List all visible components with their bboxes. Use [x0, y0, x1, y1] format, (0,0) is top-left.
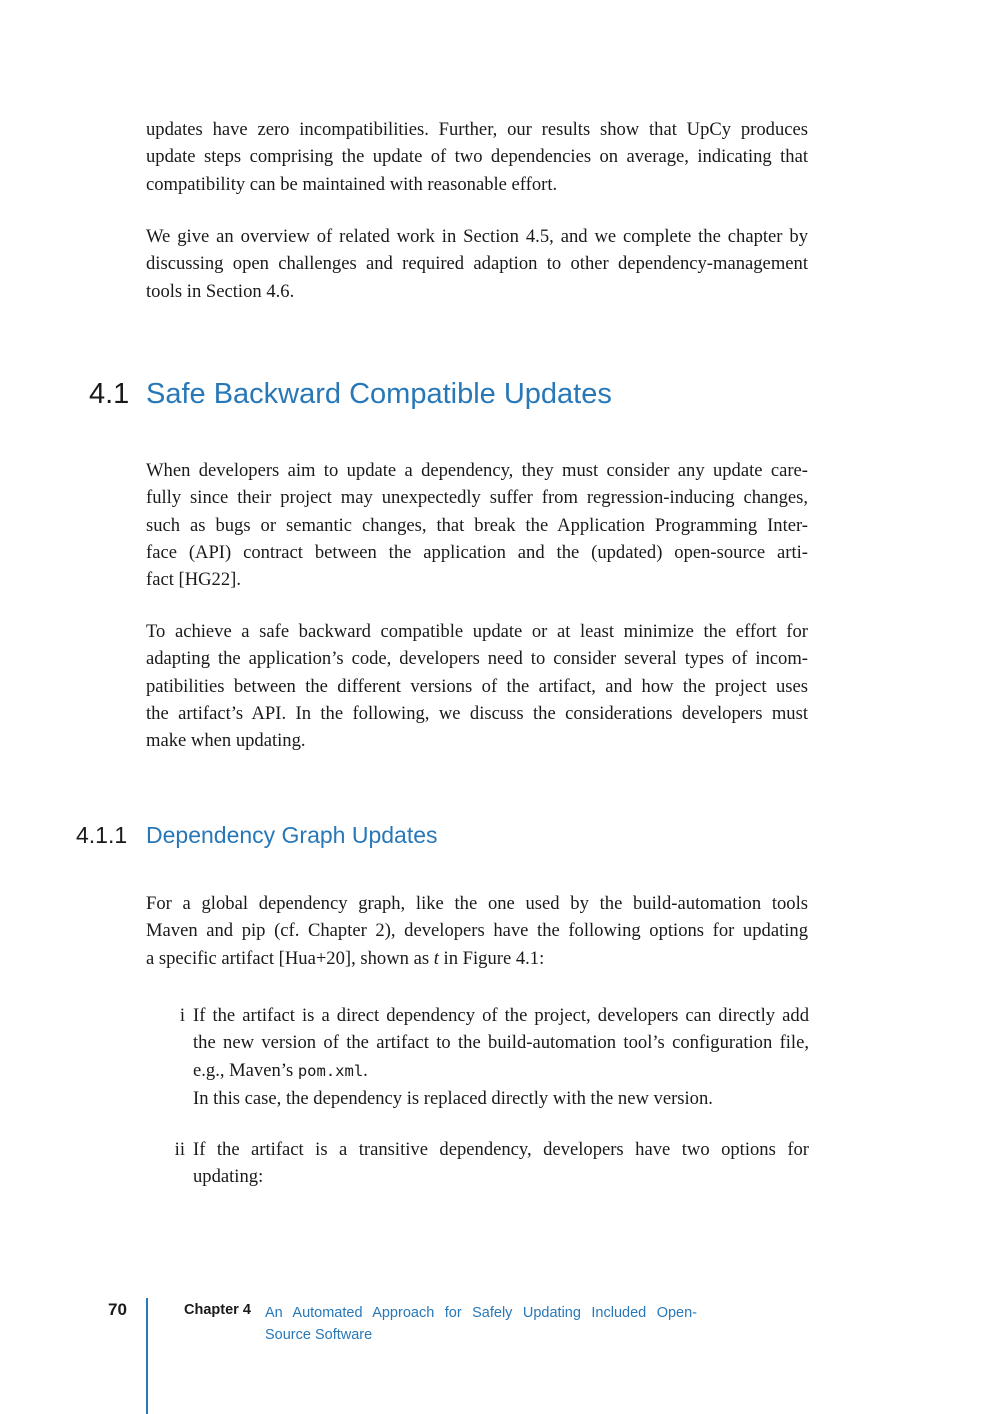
subsection-paragraph-1	[146, 890, 808, 972]
text-fragment: e.g., Maven’s	[193, 1059, 298, 1081]
list-item	[193, 1136, 809, 1191]
text-fragment: in Figure 4.1:	[438, 947, 545, 969]
text-line: face (API) contract between the application and the (updated) open-source arti-	[146, 541, 808, 563]
section-number: 4.1	[89, 378, 130, 410]
text-line: fact [HG22].	[146, 569, 241, 591]
list-item-marker: ii	[174, 1139, 185, 1160]
footer-divider	[146, 1298, 148, 1414]
section-paragraph-1	[146, 457, 808, 593]
text-line: To achieve a safe backward compatible update or at least minimize the effort for	[146, 621, 808, 642]
text-line	[193, 1057, 809, 1085]
text-line: Source Software	[265, 1327, 373, 1343]
text-line: tools in Section 4.6.	[146, 280, 295, 302]
list-item	[193, 1002, 809, 1112]
text-line: discussing open challenges and required adaption to other dependency-management	[146, 253, 808, 275]
text-fragment: a specific artifact [Hua+20], shown as	[146, 947, 434, 969]
section-title: Safe Backward Compatible Updates	[146, 378, 612, 410]
footer-chapter-label: Chapter 4	[184, 1302, 251, 1318]
text-line: patibilities between the different versions of the artifact, and how the project uses	[146, 675, 808, 697]
code-filename: pom.xml	[297, 1061, 364, 1080]
text-line: updating:	[193, 1166, 264, 1188]
text-line: If the artifact is a direct dependency of the project, developers can directly add	[193, 1005, 809, 1026]
text-line: make when updating.	[146, 730, 306, 752]
list-item-marker: i	[179, 1005, 185, 1026]
text-line: fully since their project may unexpectedly suffer from regression-inducing changes,	[146, 487, 808, 509]
text-line: the artifact’s API. In the following, we discuss the considerations developers must	[146, 702, 808, 724]
text-line: For a global dependency graph, like the one used by the build-automation tools	[146, 893, 808, 914]
text-line: compatibility can be maintained with reasonable effort.	[146, 173, 558, 195]
text-line: An Automated Approach for Safely Updating Included Open-	[265, 1305, 697, 1321]
footer-chapter-title	[265, 1302, 697, 1346]
text-line: We give an overview of related work in Section 4.5, and we complete the chapter by	[146, 226, 808, 247]
subsection-title: Dependency Graph Updates	[146, 822, 438, 848]
text-line: update steps comprising the update of two dependencies on average, indicating that	[146, 146, 808, 168]
text-fragment: .	[363, 1059, 368, 1081]
text-line	[146, 945, 808, 972]
text-line: adapting the application’s code, developers need to consider several types of incom-	[146, 648, 808, 670]
text-line: such as bugs or semantic changes, that break the Application Programming Inter-	[146, 514, 808, 536]
intro-paragraph-1	[146, 116, 808, 198]
text-line: In this case, the dependency is replaced directly with the new version.	[193, 1087, 713, 1109]
section-paragraph-2	[146, 618, 808, 754]
intro-paragraph-2	[146, 223, 808, 305]
math-variable: t	[433, 947, 439, 969]
subsection-number: 4.1.1	[76, 822, 128, 848]
text-line: Maven and pip (cf. Chapter 2), developers have the following options for updating	[146, 920, 808, 942]
text-line: updates have zero incompatibilities. Further, our results show that UpCy produces	[146, 119, 808, 140]
text-line: When developers aim to update a dependency, they must consider any update care-	[146, 460, 808, 481]
page-number: 70	[108, 1300, 127, 1319]
text-line: the new version of the artifact to the build-automation tool’s configuration file,	[193, 1032, 809, 1054]
text-line: If the artifact is a transitive dependency, developers have two options for	[193, 1139, 809, 1160]
